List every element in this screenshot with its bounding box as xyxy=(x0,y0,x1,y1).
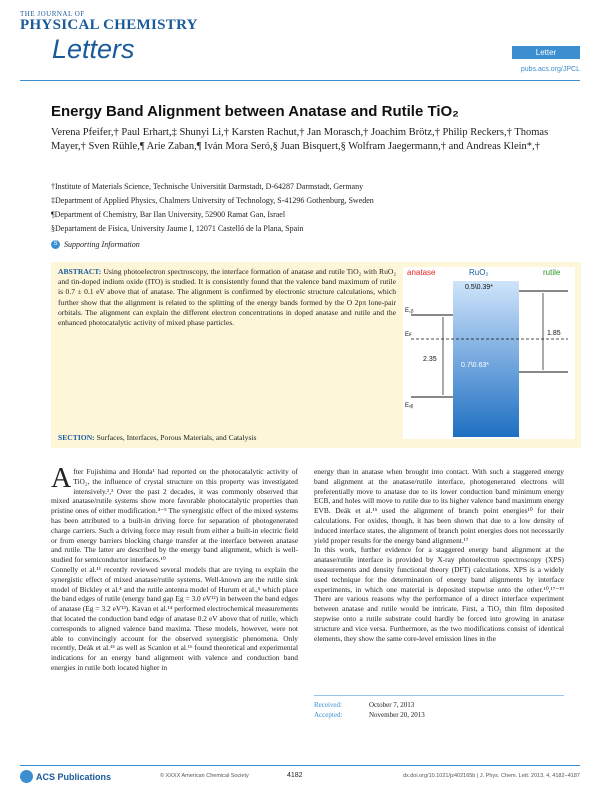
rutile-gap-label: 1.85 xyxy=(547,330,561,337)
section-line xyxy=(58,433,256,442)
anatase-gap-label: 2.35 xyxy=(423,356,437,363)
journal-name-letters: Letters xyxy=(52,34,135,64)
anatase-label: anatase xyxy=(407,268,436,277)
ruo2-band-block xyxy=(453,281,519,437)
footer-divider xyxy=(20,765,580,766)
rutile-label: rutile xyxy=(543,268,561,277)
affiliation-3: ¶Department of Chemistry, Bar Ilan University, 52900 Ramat Gan, Israel xyxy=(51,210,286,219)
header-divider xyxy=(20,80,580,81)
section-text: Surfaces, Interfaces, Porous Materials, and Catalysis xyxy=(96,433,257,442)
supporting-info-link[interactable] xyxy=(51,240,140,249)
affiliation-2: ‡Department of Applied Physics, Chalmers University of Technology, S-41296 Gothenburg, Sweden xyxy=(51,196,374,205)
publication-dates xyxy=(314,700,564,720)
received-divider xyxy=(314,695,564,696)
body-column-2-text: energy than in anatase when brought into contact. With such a staggered energy band alignment at the anatase/rutile interface, photogenerated electrons will preferentially move to anatase due to its lower conduction band minimum energy ECB, and holes will move to rutile due to its higher valence band maximum energy EVB. Deák et al.¹⁵ used the alignment of branch point energies¹⁰ for their calculations. For oxides, though, it has been shown that due to a low density of induced interface states, the alignment of branch point energies does not necessarily yield proper results for the energy band alignment.¹⁷ In this work, further evidence for a staggered energy band alignment at the anatase/rutile interface is provided by X-ray photoelectron spectroscopy (XPS) measurements and density functional theory (DFT) calculations. XPS is a widely used technique for the determination of energy band alignments by interface experiments, in which one material is deposited stepwise onto the other.¹⁰,¹⁷⁻¹⁹ There are various reasons why the performance of a direct interface experiment between anatase and rutile would be intricate. First, a TiO₂ thin film deposited stepwise onto a rutile substrate could hardly be forced into growing in anatase structure and vice versa. Furthermore, as the two modifications consist of identical elements, they show the same core-level emission lines in the xyxy=(314,467,564,643)
received-label: Received: xyxy=(314,701,342,709)
abstract-text: Using photoelectron spectroscopy, the interface formation of anatase and rutile TiO₂ with RuO₂ and tin-doped indium oxide (ITO) is studied. It is consistently found that the valence band maximum of rutile is 0.7 ± 0.1 eV above that of anatase. The alignment is confirmed by electronic structure calculations, which further show that the alignment is related to the splitting of the energy bands formed by the O 2pπ lone-pair orbitals. The alignment can explain the different electron concentrations in doped anatase and rutile and the enhanced photocatalytic activity of mixed phase particles. xyxy=(58,267,396,328)
body-column-2 xyxy=(314,467,564,643)
affiliation-1: †Institute of Materials Science, Technische Universität Darmstadt, D-64287 Darmstadt, Germany xyxy=(51,182,364,191)
received-date: October 7, 2013 xyxy=(369,701,415,709)
body-column-1 xyxy=(51,463,298,673)
band-alignment-diagram xyxy=(403,267,575,439)
affiliation-4: §Departament de Física, University Jaume I, 12071 Castelló de la Plana, Spain xyxy=(51,224,304,233)
toc-graphic xyxy=(403,267,575,439)
offset-mid-label: 0.7\0.63* xyxy=(461,362,490,369)
journal-name-line1: THE JOURNAL OF xyxy=(20,10,85,18)
drop-cap: A xyxy=(51,463,72,494)
article-title: Energy Band Alignment between Anatase and Rutile TiO₂ xyxy=(51,103,459,120)
copyright: © XXXX American Chemical Society xyxy=(160,773,249,779)
page-number: 4182 xyxy=(287,772,303,779)
accepted-date: November 20, 2013 xyxy=(369,711,425,719)
abstract xyxy=(58,267,396,328)
offset-top-label: 0.5\0.39* xyxy=(465,284,494,291)
section-label: SECTION: xyxy=(58,433,95,442)
publisher-logo[interactable] xyxy=(20,770,111,783)
supporting-info-icon: S xyxy=(51,240,60,249)
publisher-name: ACS Publications xyxy=(36,771,112,782)
acs-logo-icon xyxy=(20,770,33,783)
body-column-1-text: fter Fujishima and Honda¹ had reported on the photocatalytic activity of TiO₂, the influence of crystal structure on this property was investigated intensively.²,³ Over the past 2 decades, it was commonly observed that mixed anatase/rutile systems show more favorable photocatalytic properties than pristine ones of either modification.⁴⁻⁹ The synergistic effect of the mixed systems has been attributed to a built-in driving force for separation of photogenerated charge carriers. Such a driving force may result from either a built-in electric field or from energy barriers blocking charge transfer at the interface between anatase and rutile. The latter are described by the energy band alignment, which is well-studied for semiconductor interfaces.¹⁰ Connelly et al.¹¹ recently reviewed several models that are trying to explain the synergistic effect of mixed anatase/rutile systems. Well-known are the rutile sink model of Bickley et al.⁴ and the rutile antenna model of Hurum et al.,⁵ which place the band edges of rutile (energy band gap Eg = 3.0 eV¹²) in between the band edges of anatase (Eg = 3.2 eV¹³). Kavan et al.¹⁴ performed electrochemical measurements that located the conduction band edge of anatase 0.2 eV above that of rutile, which corresponds to aligned valence band maxima. These models, however, were not able to convincingly account for the observed synergistic phenomena. Only recently, Deák et al.¹⁵ as well as Scanlon et al.¹⁶ found theoretical and experimental indications for an energy band alignment with valence and conduction band energies in rutile both located higher in xyxy=(51,467,298,672)
author-list: Verena Pfeifer,† Paul Erhart,‡ Shunyi Li,† Karsten Rachut,† Jan Morasch,† Joachim Brötz,† Philip Reckers,† Thomas Mayer,† Sven Rühle,¶ Arie Zaban,¶ Iván Mora Seró,§ Juan Bisquert,§ Wolfram Jaegermann,† and Andreas Klein*,† xyxy=(51,127,549,152)
abstract-label: ABSTRACT: xyxy=(58,267,102,276)
doi-citation[interactable]: dx.doi.org/10.1021/jz402165b | J. Phys. Chem. Lett. 2013, 4, 4182−4187 xyxy=(402,773,580,779)
article-type-badge: Letter xyxy=(512,46,580,59)
accepted-label: Accepted: xyxy=(314,711,343,719)
supporting-info-label: Supporting Information xyxy=(64,240,140,249)
ecb-label: E꜀ᵦ xyxy=(405,308,414,314)
journal-url[interactable]: pubs.acs.org/JPCL xyxy=(520,66,580,73)
journal-name-line2: PHYSICAL CHEMISTRY xyxy=(20,17,198,33)
evb-label: Eᵥᵦ xyxy=(405,403,414,409)
ruo2-label: RuO₂ xyxy=(469,268,489,277)
ef-label: Eꜰ xyxy=(405,332,412,338)
